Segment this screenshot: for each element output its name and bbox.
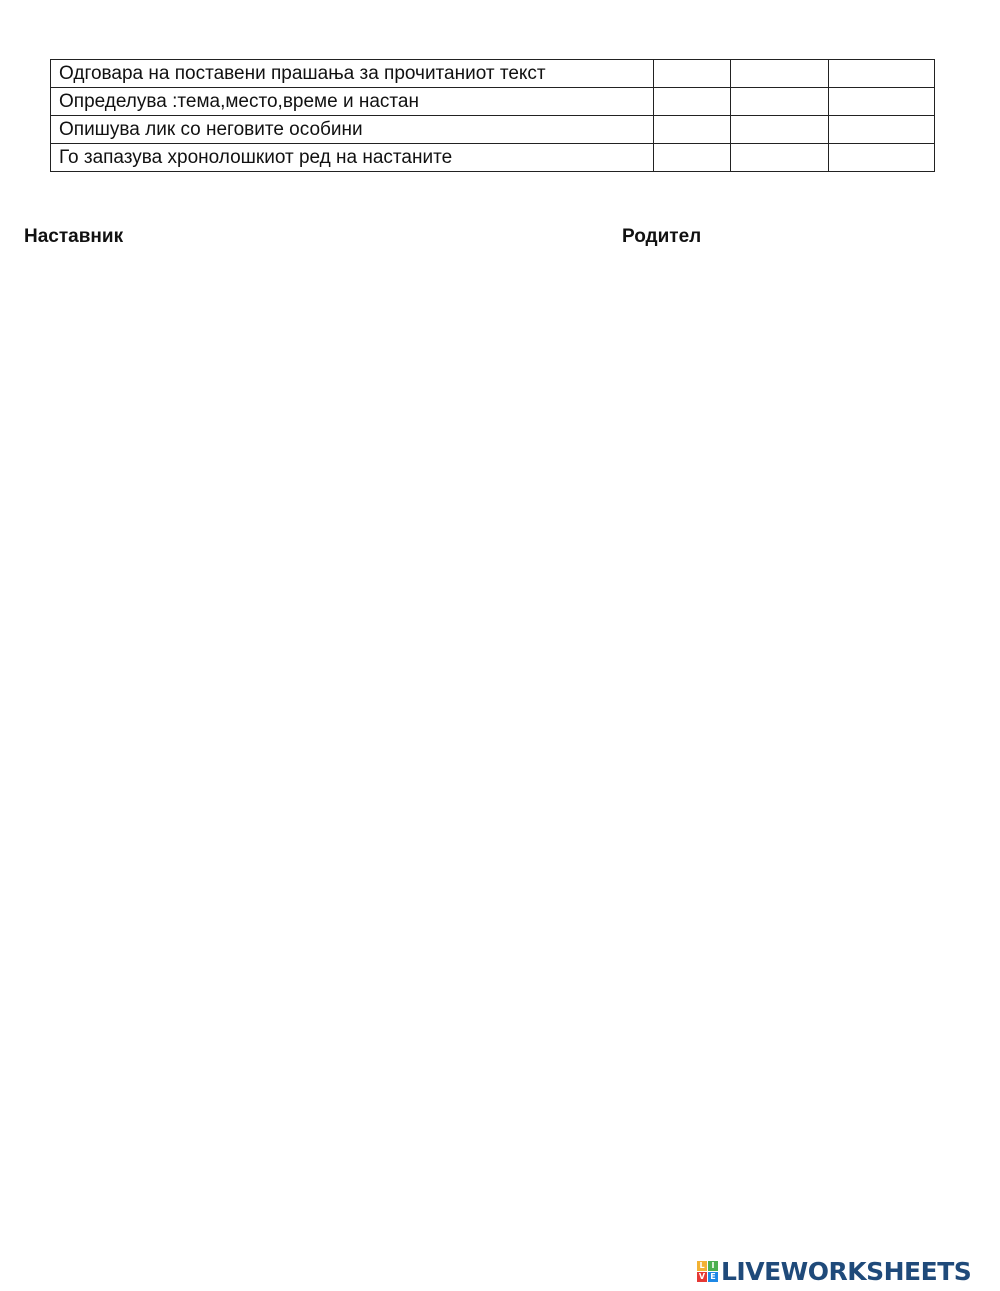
mark-cell[interactable] <box>654 144 731 172</box>
logo-text: LIVEWORKSHEETS <box>721 1256 972 1286</box>
assessment-table <box>50 59 935 172</box>
logo-letter: I <box>708 1261 718 1271</box>
mark-cell[interactable] <box>654 116 731 144</box>
logo-letter: V <box>698 1271 706 1281</box>
mark-cell[interactable] <box>829 144 935 172</box>
mark-cell[interactable] <box>829 116 935 144</box>
mark-cell[interactable] <box>731 144 829 172</box>
logo-letter: E <box>708 1272 718 1282</box>
mark-cell[interactable] <box>731 60 829 88</box>
criterion-cell: Одговара на поставени прашања за прочитаниот текст <box>51 60 654 88</box>
table-row <box>51 88 935 116</box>
criterion-cell: Определува :тема,место,време и настан <box>51 88 654 116</box>
mark-cell[interactable] <box>654 60 731 88</box>
logo-letter: L <box>697 1261 707 1271</box>
criterion-cell: Го запазува хронолошкиот ред на настаните <box>51 144 654 172</box>
parent-signature-label: Родител <box>622 226 702 247</box>
mark-cell[interactable] <box>829 88 935 116</box>
table-row <box>51 144 935 172</box>
mark-cell[interactable] <box>654 88 731 116</box>
criterion-cell: Опишува лик со неговите особини <box>51 116 654 144</box>
logo-mark-icon <box>697 1261 718 1282</box>
teacher-signature-label: Наставник <box>24 226 124 247</box>
table-row <box>51 116 935 144</box>
mark-cell[interactable] <box>731 88 829 116</box>
mark-cell[interactable] <box>731 116 829 144</box>
liveworksheets-logo <box>697 1256 971 1286</box>
table-row <box>51 60 935 88</box>
mark-cell[interactable] <box>829 60 935 88</box>
